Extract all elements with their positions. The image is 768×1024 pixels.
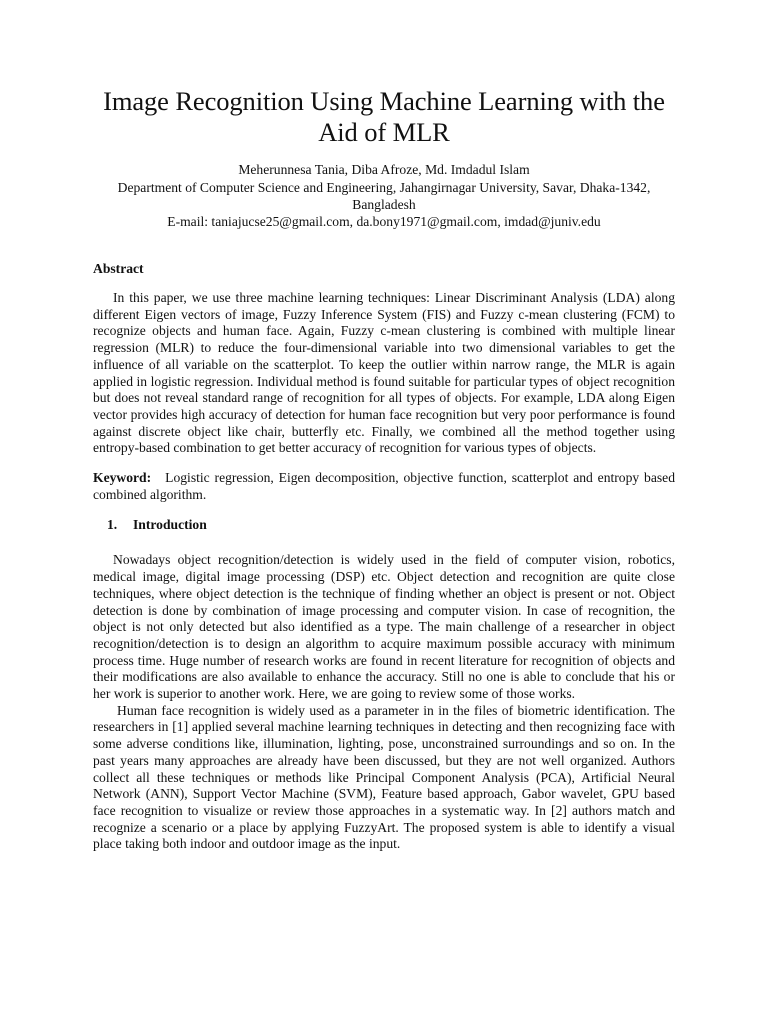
intro-paragraph-2: Human face recognition is widely used as a parameter in in the files of biometric identification. The researchers in [1] applied several machine learning techniques in detecting and then recognizing face with some adverse conditions like, illumination, lighting, pose, unconstrained surroundings and so on. In the past years many approaches are already have been discussed, but they are not well organized. Authors collect all these techniques or methods like Principal Component Analysis (PCA), Artificial Neural Network (ANN), Support Vector Machine (SVM), Feature based approach, Gabor wavelet, GPU based face recognition to visualize or review those approaches in a systematic way. In [2] authors match and recognize a scenario or a place by applying FuzzyArt. The proposed system is able to identify a visual place taking both indoor and outdoor image as the input. — [93, 702, 675, 852]
intro-paragraph-1: Nowadays object recognition/detection is widely used in the field of computer vision, robotics, medical image, digital image processing (DSP) etc. Object detection and recognition are quite close techniques, where object detection is the technique of finding whether an object is present or not. Object detection is done by combination of image processing and computer vision. In case of recognition, the object is not only detected but also identified as a type. The main challenge of a researcher in object recognition/detection is to design an algorithm to acquire maximum possible accuracy with minimum process time. Huge number of research works are found in recent literature for recognition of objects and their modifications are also available to enhance the accuracy. Still no one is able to conclude that his or her work is superior to another work. Here, we are going to review some of those works. — [93, 552, 675, 702]
section-heading-introduction — [107, 516, 675, 533]
keywords — [93, 470, 675, 503]
author-list: Meherunnesa Tania, Diba Afroze, Md. Imdadul Islam — [238, 162, 530, 177]
keyword-text: Logistic regression, Eigen decomposition, objective function, scatterplot and entropy based combined algorithm. — [93, 470, 675, 502]
abstract-heading: Abstract — [93, 261, 144, 276]
affiliation: Department of Computer Science and Engineering, Jahangirnagar University, Savar, Dhaka-1342, Bangladesh — [117, 180, 651, 212]
abstract-text: In this paper, we use three machine learning techniques: Linear Discriminant Analysis (LDA) along different Eigen vectors of image, Fuzzy Inference System (FIS) and Fuzzy c-mean clustering (FCM) to recognize objects and human face. Again, Fuzzy c-mean clustering is combined with multiple linear regression (MLR) to reduce the four-dimensional variable into two dimensional variables to get the influence of all variable on the scatterplot. To keep the outlier within narrow range, the MLR is again applied in logistic regression. Individual method is found suitable for particular types of object recognition but does not reveal standard range of recognition for all types of objects. For example, LDA along Eigen vector provides high accuracy of detection for human face recognition but very poor performance is found against discrete object like chair, butterfly etc. Finally, we combined all the method together using entropy-based combination to get better accuracy of recognition for various types of objects. — [93, 290, 675, 456]
keyword-label: Keyword: — [93, 470, 152, 486]
paper-page — [93, 86, 675, 853]
section-number: 1. — [107, 517, 118, 533]
section-title: Introduction — [133, 517, 207, 533]
paper-title: Image Recognition Using Machine Learning with the Aid of MLR — [103, 86, 665, 147]
contact-email: E-mail: taniajucse25@gmail.com, da.bony1971@gmail.com, imdad@juniv.edu — [167, 214, 601, 229]
